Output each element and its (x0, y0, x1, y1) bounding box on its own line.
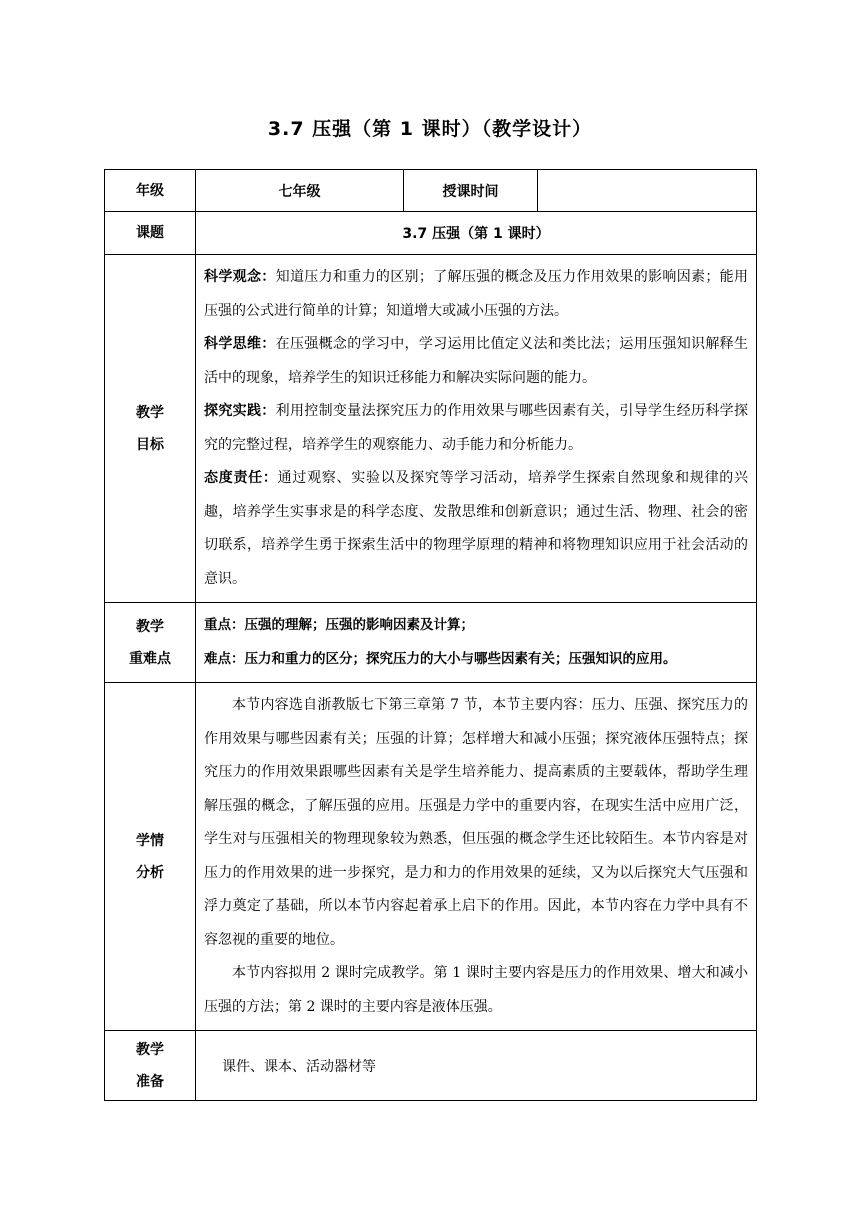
key-points-row (105, 603, 757, 683)
objectives-label-line1: 教学 (136, 404, 164, 421)
objective-text: 知道压力和重力的区别；了解压强的概念及压力作用效果的影响因素；能用压强的公式进行简单的计算；知道增大或减小压强的方法。 (204, 269, 749, 319)
topic-row (105, 212, 757, 255)
objective-item-science-concept (204, 261, 748, 328)
objective-heading: 探究实践： (204, 403, 276, 419)
objective-text: 利用控制变量法探究压力的作用效果与哪些因素有关，引导学生经历科学探究的完整过程，培养学生的观察能力、动手能力和分析能力。 (204, 403, 749, 453)
preparation-value: 课件、课本、活动器材等 (196, 1031, 757, 1101)
objective-item-inquiry-practice (204, 395, 748, 462)
objectives-row (105, 255, 757, 603)
objective-item-attitude-responsibility (204, 462, 748, 596)
preparation-label-line2: 准备 (136, 1073, 164, 1090)
key-points-label (105, 603, 196, 683)
analysis-paragraph: 本节内容拟用 2 课时完成教学。第 1 课时主要内容是压力的作用效果、增大和减小压强的方法；第 2 课时的主要内容是液体压强。 (204, 965, 748, 1015)
objectives-label-line2: 目标 (136, 436, 164, 453)
key-points-focus: 重点：压强的理解；压强的影响因素及计算； (204, 617, 474, 633)
preparation-label-line1: 教学 (136, 1041, 164, 1058)
lesson-time-label: 授课时间 (404, 170, 538, 212)
objective-text: 通过观察、实验以及探究等学习活动，培养学生探索自然现象和规律的兴趣，培养学生实事求是的科学态度、发散思维和创新意识；通过生活、物理、社会的密切联系，培养学生勇于探索生活中的物理学原理的精神和将物理知识应用于社会活动的意识。 (204, 470, 749, 587)
key-points-label-line2: 重难点 (129, 650, 171, 667)
analysis-label-line1: 学情 (136, 832, 164, 849)
lesson-time-value (538, 170, 757, 212)
objective-text: 在压强概念的学习中，学习运用比值定义法和类比法；运用压强知识解释生活中的现象，培养学生的知识迁移能力和解决实际问题的能力。 (204, 336, 749, 386)
preparation-row (105, 1031, 757, 1101)
topic-label: 课题 (105, 212, 196, 255)
analysis-row (105, 683, 757, 1031)
key-points-content (196, 603, 757, 683)
grade-value: 七年级 (196, 170, 404, 212)
key-points-label-line1: 教学 (136, 618, 164, 635)
analysis-content (196, 683, 757, 1031)
grade-row (105, 170, 757, 212)
objective-heading: 科学观念： (204, 269, 276, 285)
analysis-label-line2: 分析 (136, 864, 164, 881)
topic-value: 3.7 压强（第 1 课时） (196, 212, 757, 255)
page-title: 3.7 压强（第 1 课时）（教学设计） (267, 118, 593, 140)
objective-item-science-thinking (204, 328, 748, 395)
key-points-difficulty: 难点：压力和重力的区分；探究压力的大小与哪些因素有关；压强知识的应用。 (204, 650, 677, 667)
objectives-label (105, 255, 196, 603)
grade-label: 年级 (105, 170, 196, 212)
objectives-content (196, 255, 757, 603)
analysis-paragraph: 本节内容选自浙教版七下第三章第 7 节，本节主要内容：压力、压强、探究压力的作用效果与哪些因素有关；压强的计算；怎样增大和减小压强；探究液体压强特点；探究压力的作用效果跟哪些因素有关是学生培养能力、提高素质的主要载体，帮助学生理解压强的概念，了解压强的应用。压强是力学中的重要内容，在现实生活中应用广泛，学生对与压强相关的物理现象较为熟悉，但压强的概念学生还比较陌生。本节内容是对压力的作用效果的进一步探究，是力和力的作用效果的延续，又为以后探究大气压强和浮力奠定了基础，所以本节内容起着承上启下的作用。因此，本节内容在力学中具有不容忽视的重要的地位。 (204, 697, 748, 948)
objective-heading: 科学思维： (204, 336, 276, 352)
preparation-label (105, 1031, 196, 1101)
objective-heading: 态度责任： (204, 470, 278, 486)
lesson-plan-table (104, 169, 757, 1101)
analysis-label (105, 683, 196, 1031)
